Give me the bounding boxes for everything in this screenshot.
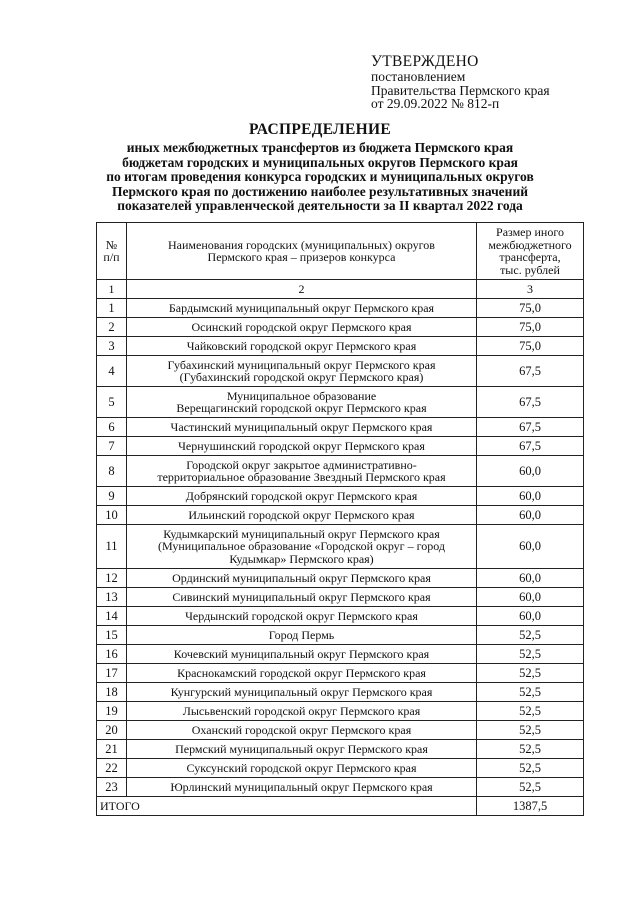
district-name-line: Ординский муниципальный округ Пермского края bbox=[172, 570, 431, 585]
district-name bbox=[127, 525, 477, 569]
table-row bbox=[97, 645, 584, 664]
transfer-amount: 60,0 bbox=[477, 487, 584, 506]
column-number-row bbox=[97, 280, 584, 299]
transfer-amount: 75,0 bbox=[477, 318, 584, 337]
district-name-line: Город Пермь bbox=[268, 627, 335, 642]
district-name-line: Частинский муниципальный округ Пермского края bbox=[170, 419, 433, 434]
district-name-line: Кунгурский муниципальный округ Пермского края bbox=[170, 684, 433, 699]
row-number: 20 bbox=[97, 721, 127, 740]
table-row bbox=[97, 607, 584, 626]
row-number: 17 bbox=[97, 664, 127, 683]
district-name bbox=[127, 299, 477, 318]
district-name-line: Сивинский муниципальный округ Пермского края bbox=[172, 589, 431, 604]
subtitle-line: показателей управленческой деятельности за II квартал 2022 года bbox=[117, 198, 523, 214]
table-row bbox=[97, 337, 584, 356]
approval-stamp bbox=[371, 53, 550, 111]
district-name bbox=[127, 337, 477, 356]
district-name-line: Юрлинский муниципальный округ Пермского края bbox=[170, 779, 433, 794]
header-text: межбюджетного bbox=[488, 237, 572, 252]
district-name bbox=[127, 437, 477, 456]
column-number: 3 bbox=[477, 280, 584, 299]
row-number: 8 bbox=[97, 456, 127, 487]
header-text: тыс. рублей bbox=[500, 262, 560, 277]
transfer-amount: 75,0 bbox=[477, 299, 584, 318]
row-number: 11 bbox=[97, 525, 127, 569]
transfer-amount: 52,5 bbox=[477, 759, 584, 778]
district-name bbox=[127, 356, 477, 387]
transfer-amount: 52,5 bbox=[477, 740, 584, 759]
transfer-amount: 52,5 bbox=[477, 778, 584, 797]
district-name bbox=[127, 418, 477, 437]
header-number bbox=[97, 223, 127, 280]
document-subtitle bbox=[60, 141, 580, 214]
header-amount bbox=[477, 223, 584, 280]
transfer-amount: 60,0 bbox=[477, 525, 584, 569]
district-name bbox=[127, 506, 477, 525]
table-row bbox=[97, 759, 584, 778]
approval-heading: УТВЕРЖДЕНО bbox=[371, 53, 479, 70]
district-name bbox=[127, 387, 477, 418]
table-row bbox=[97, 437, 584, 456]
table-row bbox=[97, 683, 584, 702]
district-name-line: Кудымкарский муниципальный округ Пермского края bbox=[163, 526, 440, 541]
table-row bbox=[97, 487, 584, 506]
transfer-amount: 52,5 bbox=[477, 683, 584, 702]
header-text: Размер иного bbox=[496, 225, 564, 239]
table-row bbox=[97, 664, 584, 683]
district-name-line: Суксунский городской округ Пермского края bbox=[186, 760, 417, 775]
table-row bbox=[97, 387, 584, 418]
row-number: 22 bbox=[97, 759, 127, 778]
table-row bbox=[97, 721, 584, 740]
district-name bbox=[127, 740, 477, 759]
table-row bbox=[97, 702, 584, 721]
transfer-amount: 60,0 bbox=[477, 569, 584, 588]
row-number: 5 bbox=[97, 387, 127, 418]
column-number: 1 bbox=[97, 280, 127, 299]
district-name-line: Чайковский городской округ Пермского края bbox=[186, 338, 417, 353]
district-name bbox=[127, 759, 477, 778]
district-name bbox=[127, 664, 477, 683]
row-number: 16 bbox=[97, 645, 127, 664]
transfer-amount: 52,5 bbox=[477, 664, 584, 683]
district-name bbox=[127, 702, 477, 721]
row-number: 7 bbox=[97, 437, 127, 456]
district-name-line: Муниципальное образование bbox=[226, 388, 377, 403]
row-number: 1 bbox=[97, 299, 127, 318]
district-name bbox=[127, 588, 477, 607]
subtitle-line: по итогам проведения конкурса городских и муниципальных округов bbox=[106, 169, 534, 185]
district-name bbox=[127, 456, 477, 487]
header-text: трансферта, bbox=[499, 250, 561, 264]
district-name bbox=[127, 683, 477, 702]
district-name-line: Чердынский городской округ Пермского края bbox=[185, 608, 418, 623]
transfer-amount: 60,0 bbox=[477, 506, 584, 525]
table-row bbox=[97, 418, 584, 437]
district-name-line: Чернушинский городской округ Пермского края bbox=[178, 438, 425, 453]
header-name bbox=[127, 223, 477, 280]
district-name bbox=[127, 318, 477, 337]
table-row bbox=[97, 778, 584, 797]
transfer-amount: 52,5 bbox=[477, 645, 584, 664]
district-name bbox=[127, 569, 477, 588]
table-row bbox=[97, 456, 584, 487]
subtitle-line: бюджетам городских и муниципальных округов Пермского края bbox=[122, 154, 518, 170]
approval-line: Правительства Пермского края bbox=[371, 82, 550, 98]
district-name-line: Городской округ закрытое административно- bbox=[186, 457, 417, 472]
row-number: 15 bbox=[97, 626, 127, 645]
district-name-line: Бардымский муниципальный округ Пермского края bbox=[168, 300, 435, 315]
district-name-line: Верещагинский городской округ Пермского края bbox=[176, 401, 427, 415]
transfer-amount: 60,0 bbox=[477, 588, 584, 607]
district-name-line: Добрянский городской округ Пермского края bbox=[185, 488, 418, 503]
subtitle-line: иных межбюджетных трансфертов из бюджета Пермского края bbox=[126, 140, 514, 155]
district-name bbox=[127, 607, 477, 626]
header-text: п/п bbox=[103, 250, 120, 264]
column-number: 2 bbox=[127, 280, 477, 299]
district-name-line: Оханский городской округ Пермского края bbox=[191, 722, 412, 737]
row-number: 6 bbox=[97, 418, 127, 437]
total-amount: 1387,5 bbox=[477, 797, 584, 816]
table-row bbox=[97, 299, 584, 318]
table-header-row bbox=[97, 223, 584, 280]
district-name-line: Краснокамский городской округ Пермского края bbox=[177, 665, 426, 680]
transfer-amount: 60,0 bbox=[477, 456, 584, 487]
subtitle-line: Пермского края по достижению наиболее результативных значений bbox=[111, 183, 529, 199]
table-row bbox=[97, 356, 584, 387]
district-name bbox=[127, 626, 477, 645]
table-row bbox=[97, 318, 584, 337]
district-name-line: Осинский городской округ Пермского края bbox=[191, 319, 412, 334]
district-name bbox=[127, 487, 477, 506]
row-number: 9 bbox=[97, 487, 127, 506]
district-name-line: территориальное образование Звездный Пермского края bbox=[157, 470, 446, 484]
district-name-line: (Муниципальное образование «Городской округ – город bbox=[158, 539, 445, 554]
row-number: 23 bbox=[97, 778, 127, 797]
transfer-amount: 52,5 bbox=[477, 702, 584, 721]
district-name-line: Губахинский муниципальный округ Пермского края bbox=[167, 357, 436, 372]
table-row bbox=[97, 740, 584, 759]
table-row bbox=[97, 569, 584, 588]
transfer-amount: 67,5 bbox=[477, 387, 584, 418]
header-text: Пермского края – призеров конкурса bbox=[207, 250, 396, 264]
transfer-amount: 67,5 bbox=[477, 418, 584, 437]
distribution-table bbox=[96, 222, 584, 816]
header-text: Наименования городских (муниципальных) округов bbox=[168, 237, 435, 252]
district-name-line: Кудымкар» Пермского края) bbox=[229, 551, 374, 566]
transfer-amount: 60,0 bbox=[477, 607, 584, 626]
table-row bbox=[97, 626, 584, 645]
district-name-line: Кочевский муниципальный округ Пермского края bbox=[173, 646, 430, 661]
district-name-line: (Губахинский городской округ Пермского края) bbox=[179, 370, 424, 384]
row-number: 14 bbox=[97, 607, 127, 626]
transfer-amount: 75,0 bbox=[477, 337, 584, 356]
row-number: 21 bbox=[97, 740, 127, 759]
row-number: 4 bbox=[97, 356, 127, 387]
table-row bbox=[97, 506, 584, 525]
district-name bbox=[127, 645, 477, 664]
table-row bbox=[97, 525, 584, 569]
district-name-line: Пермский муниципальный округ Пермского края bbox=[175, 741, 428, 756]
table-row bbox=[97, 588, 584, 607]
row-number: 3 bbox=[97, 337, 127, 356]
row-number: 19 bbox=[97, 702, 127, 721]
row-number: 12 bbox=[97, 569, 127, 588]
district-name-line: Лысьвенский городской округ Пермского края bbox=[182, 703, 421, 718]
approval-line: постановлением bbox=[371, 69, 466, 84]
transfer-amount: 67,5 bbox=[477, 437, 584, 456]
transfer-amount: 52,5 bbox=[477, 721, 584, 740]
approval-line: от 29.09.2022 № 812-п bbox=[371, 96, 500, 111]
document-title: РАСПРЕДЕЛЕНИЕ bbox=[249, 121, 391, 138]
header-text: № bbox=[105, 237, 118, 252]
district-name-line: Ильинский городской округ Пермского края bbox=[188, 507, 415, 522]
row-number: 2 bbox=[97, 318, 127, 337]
district-name bbox=[127, 721, 477, 740]
district-name bbox=[127, 778, 477, 797]
transfer-amount: 52,5 bbox=[477, 626, 584, 645]
total-row bbox=[97, 797, 584, 816]
row-number: 18 bbox=[97, 683, 127, 702]
total-label: ИТОГО bbox=[97, 797, 477, 816]
row-number: 10 bbox=[97, 506, 127, 525]
transfer-amount: 67,5 bbox=[477, 356, 584, 387]
row-number: 13 bbox=[97, 588, 127, 607]
